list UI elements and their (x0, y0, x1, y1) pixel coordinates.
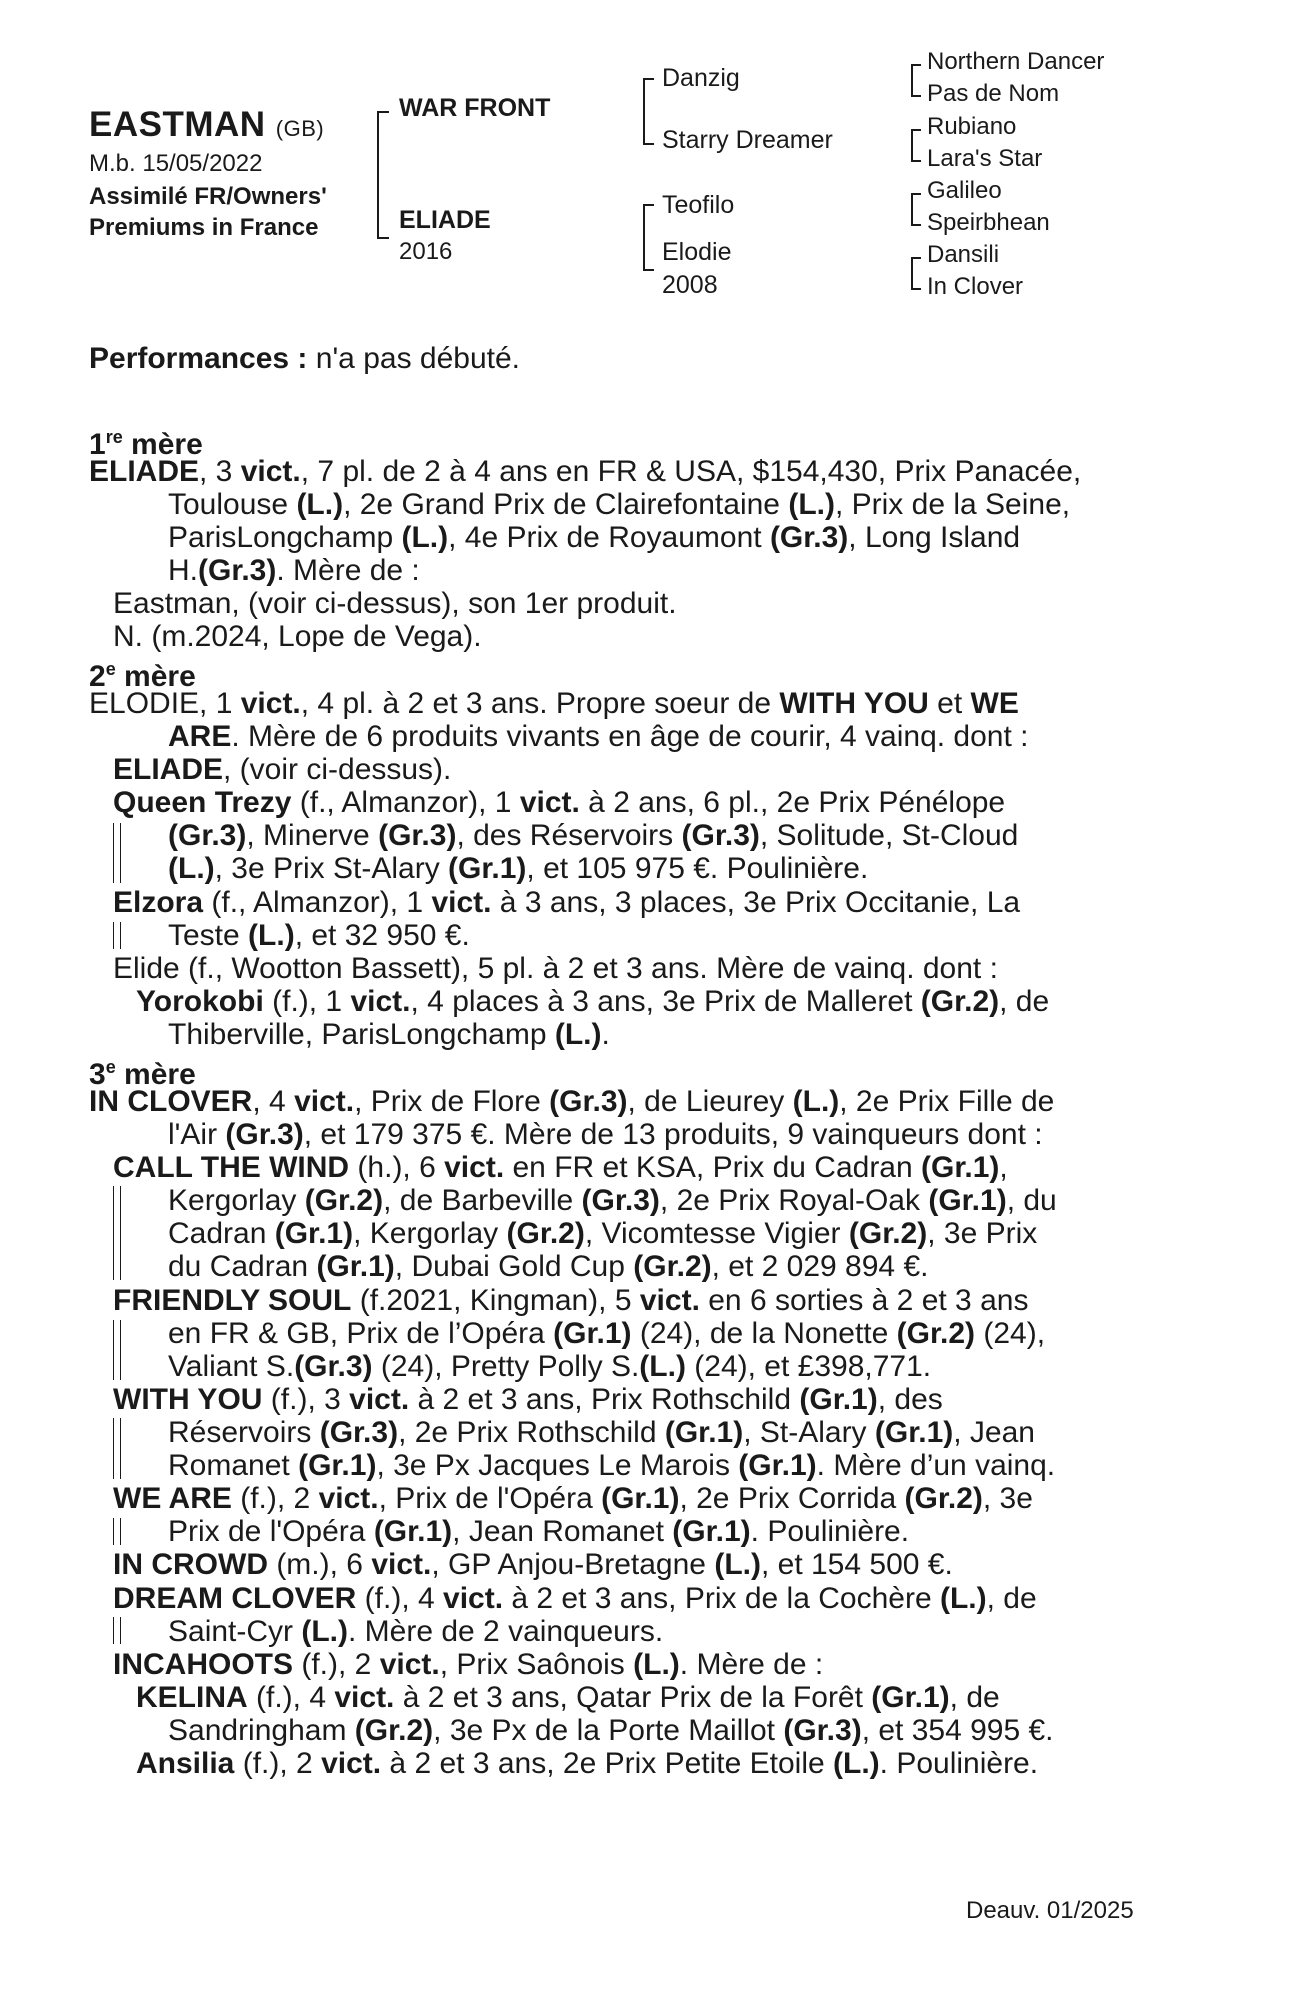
bold-text: FRIENDLY SOUL (113, 1284, 352, 1317)
first-dam-line (113, 620, 482, 653)
bold-text: (Gr.1) (921, 1151, 1000, 1184)
bold-text: (L.) (401, 521, 449, 554)
text-segment: . Poulinière. (750, 1515, 910, 1548)
text-segment: , et 2 029 894 €. (711, 1250, 929, 1283)
third-dam-line (113, 1548, 953, 1581)
scheme-line-2: Premiums in France (89, 214, 319, 241)
text-segment: Sandringham (168, 1714, 355, 1747)
third-dam-line (168, 1416, 1035, 1449)
first-dam-line (89, 455, 1081, 488)
text-segment: (24), (975, 1317, 1046, 1350)
text-segment: . Mère de 6 produits vivants en âge de courir, 4 vainq. dont : (231, 720, 1029, 753)
text-segment: , Kergorlay (353, 1217, 507, 1250)
second-dam-heading: 2e mère (89, 659, 196, 693)
pedigree-sire-sire: Danzig (662, 64, 740, 92)
text-segment: (f.), 4 (356, 1582, 444, 1615)
pedigree-bracket-dam (643, 204, 654, 271)
text-segment: , 4 places à 3 ans, 3e Prix de Malleret (410, 985, 921, 1018)
text-segment: , Jean Romanet (452, 1515, 673, 1548)
bold-text: (Gr.1) (928, 1184, 1007, 1217)
text-segment: (h.), 6 (349, 1151, 445, 1184)
text-segment: , Dubai Gold Cup (394, 1250, 634, 1283)
bold-text: vict. (294, 1085, 355, 1118)
first-dam-line (113, 587, 677, 620)
indent-marker (113, 1320, 121, 1380)
bold-text: (Gr.2) (506, 1217, 585, 1250)
bold-text: (Gr.3) (319, 1416, 399, 1449)
third-dam-line (113, 1482, 1033, 1515)
text-segment: , 4 pl. à 2 et 3 ans. Propre soeur de (300, 687, 780, 720)
third-dam-line (168, 1515, 909, 1548)
bold-text: (Gr.1) (601, 1482, 680, 1515)
text-segment: , Minerve (246, 819, 379, 852)
bold-text: Ansilia (136, 1747, 235, 1780)
third-dam-line (136, 1681, 1000, 1714)
bold-text: WITH YOU (113, 1383, 263, 1416)
second-dam-line (168, 819, 1018, 852)
pedigree-dam-dam: Elodie (662, 238, 732, 266)
third-dam-line (168, 1317, 1045, 1350)
text-segment: , (voir ci-dessus). (223, 753, 452, 786)
text-segment: , du (1006, 1184, 1057, 1217)
text-segment: . Mère de 2 vainqueurs. (348, 1615, 664, 1648)
bold-text: Queen Trezy (113, 786, 292, 819)
third-dam-line (168, 1217, 1037, 1250)
second-dam-line (113, 786, 1005, 819)
text-segment: , 3e Prix (927, 1217, 1038, 1250)
bold-text: CALL THE WIND (113, 1151, 350, 1184)
first-dam-line (168, 488, 1070, 521)
bold-text: (Gr.3) (225, 1118, 304, 1151)
text-segment: à 2 et 3 ans, Prix Rothschild (409, 1383, 800, 1416)
text-segment: Kergorlay (168, 1184, 305, 1217)
performances-text: n'a pas débuté. (307, 342, 521, 375)
bold-text: (Gr.1) (664, 1416, 744, 1449)
bold-text: (L.) (301, 1615, 348, 1648)
bold-text: KELINA (136, 1681, 248, 1714)
pedigree-g3-name: Galileo (927, 177, 1002, 204)
second-dam-line (113, 886, 1020, 919)
text-segment: , 3e (982, 1482, 1033, 1515)
bold-text: (Gr.3) (783, 1714, 862, 1747)
bold-text: (L.) (248, 919, 295, 952)
bold-text: (Gr.2) (304, 1184, 384, 1217)
text-segment: . (601, 1018, 610, 1051)
text-segment: Romanet (168, 1449, 299, 1482)
bold-text: vict. (639, 1284, 700, 1317)
second-dam-line (168, 852, 868, 885)
pedigree-bracket-g3-4 (911, 257, 921, 290)
pedigree-g3-name: Dansili (927, 241, 1000, 268)
third-dam-line (113, 1151, 1008, 1184)
third-dam-line (113, 1284, 1028, 1317)
text-segment: Valiant S. (168, 1350, 295, 1383)
horse-country: (GB) (275, 116, 325, 141)
bold-text: WE ARE (113, 1482, 232, 1515)
third-dam-line (168, 1118, 1043, 1151)
bold-text: (Gr.3) (549, 1085, 628, 1118)
text-segment: (f.), 1 (263, 985, 351, 1018)
text-segment: en FR & GB, Prix de l’Opéra (168, 1317, 554, 1350)
bold-text: (L.) (788, 488, 835, 521)
pedigree-g3-name: Speirbhean (927, 209, 1050, 236)
bold-text: (L.) (792, 1085, 840, 1118)
text-segment: . Mère de : (679, 1648, 824, 1681)
text-segment: Toulouse (168, 488, 297, 521)
text-segment: Réservoirs (168, 1416, 320, 1449)
text-segment: , Prix de la Seine, (834, 488, 1071, 521)
pedigree-bracket-gen1 (377, 111, 389, 239)
bold-text: (Gr.3) (198, 554, 277, 587)
text-segment: (f.), 2 (234, 1747, 322, 1780)
pedigree-bracket-sire (643, 78, 654, 145)
bold-text: vict. (334, 1681, 395, 1714)
text-segment: Cadran (168, 1217, 275, 1250)
text-segment: , 2e Prix Corrida (679, 1482, 905, 1515)
text-segment: , de (949, 1681, 1000, 1714)
bold-text: IN CROWD (113, 1548, 268, 1581)
text-segment: Teste (168, 919, 249, 952)
indent-marker (113, 1518, 121, 1545)
text-segment: , Prix de l'Opéra (378, 1482, 602, 1515)
text-segment: (24), Pretty Polly S. (372, 1350, 640, 1383)
first-dam-line (168, 554, 420, 587)
bold-text: (Gr.1) (316, 1250, 395, 1283)
bold-text: vict. (321, 1747, 382, 1780)
second-dam-line (168, 1018, 610, 1051)
bold-text: Elzora (113, 886, 204, 919)
bold-text: vict. (379, 1648, 440, 1681)
bold-text: ARE (168, 720, 232, 753)
second-dam-line (168, 919, 470, 952)
text-segment: et (928, 687, 971, 720)
text-segment: Saint-Cyr (168, 1615, 302, 1648)
text-segment: (m.), 6 (267, 1548, 372, 1581)
bold-text: (Gr.1) (799, 1383, 878, 1416)
text-segment: ELODIE, 1 (89, 687, 241, 720)
text-segment: N. (m.2024, Lope de Vega). (113, 620, 482, 653)
text-segment: , 3e Prix St-Alary (214, 852, 449, 885)
text-segment: , des (877, 1383, 943, 1416)
indent-marker (113, 823, 121, 883)
bold-text: vict. (349, 1383, 410, 1416)
text-segment: , Solitude, St-Cloud (759, 819, 1019, 852)
first-dam-line (168, 521, 1020, 554)
text-segment: , 2e Prix Fille de (839, 1085, 1055, 1118)
indent-marker (113, 1418, 121, 1479)
bold-text: (L.) (633, 1648, 680, 1681)
text-segment: , et 32 950 €. (294, 919, 470, 952)
bold-text: IN CLOVER (89, 1085, 253, 1118)
bold-text: vict. (318, 1482, 379, 1515)
pedigree-g3-name: Lara's Star (927, 145, 1043, 172)
bold-text: (Gr.3) (378, 819, 457, 852)
bold-text: WITH YOU (779, 687, 929, 720)
bold-text: (L.) (639, 1350, 686, 1383)
text-segment: H. (168, 554, 198, 587)
pedigree-sire-dam: Starry Dreamer (662, 126, 833, 154)
text-segment: , 3e Px Jacques Le Marois (376, 1449, 739, 1482)
text-segment: , et 179 375 €. Mère de 13 produits, 9 vainqueurs dont : (303, 1118, 1043, 1151)
text-segment: , 4 (252, 1085, 295, 1118)
pedigree-dam: ELIADE (399, 206, 491, 234)
text-segment: , Prix de Flore (354, 1085, 550, 1118)
bold-text: vict. (431, 886, 492, 919)
pedigree-dam-year: 2016 (399, 238, 453, 265)
text-segment: . Mère de : (276, 554, 420, 587)
indent-marker (113, 922, 121, 949)
text-segment: (f., Almanzor), 1 (291, 786, 520, 819)
text-segment: en 6 sorties à 2 et 3 ans (699, 1284, 1029, 1317)
bold-text: (Gr.1) (874, 1416, 954, 1449)
bold-text: (Gr.2) (633, 1250, 712, 1283)
bold-text: (L.) (833, 1747, 880, 1780)
text-segment: ParisLongchamp (168, 521, 402, 554)
bold-text: (L.) (168, 852, 215, 885)
bold-text: (Gr.3) (581, 1184, 660, 1217)
text-segment: , GP Anjou-Bretagne (431, 1548, 715, 1581)
bold-text: vict. (371, 1548, 432, 1581)
text-segment: du Cadran (168, 1250, 317, 1283)
footer-date: Deauv. 01/2025 (966, 1897, 1134, 1924)
third-dam-line (113, 1582, 1037, 1615)
first-dam-heading: 1re mère (89, 427, 203, 461)
bold-text: (Gr.2) (896, 1317, 976, 1350)
horse-name: EASTMAN (GB) (89, 105, 325, 144)
text-segment: (f.2021, Kingman), 5 (351, 1284, 640, 1317)
text-segment: , Jean (953, 1416, 1035, 1449)
text-segment: (24), et £398,771. (685, 1350, 932, 1383)
text-segment: , de (999, 985, 1050, 1018)
pedigree-dam-sire: Teofilo (662, 191, 735, 219)
bold-text: vict. (443, 1582, 504, 1615)
third-dam-line (168, 1714, 1054, 1747)
bold-text: (L.) (554, 1018, 602, 1051)
bold-text: (L.) (939, 1582, 987, 1615)
indent-marker (113, 1186, 121, 1280)
text-segment: . Mère d’un vainq. (816, 1449, 1056, 1482)
bold-text: (Gr.3) (769, 521, 849, 554)
text-segment: (24), de la Nonette (631, 1317, 897, 1350)
second-dam-line (136, 985, 1049, 1018)
third-dam-line (168, 1449, 1055, 1482)
text-segment: , de Lieurey (627, 1085, 793, 1118)
text-segment: , 2e Grand Prix de Clairefontaine (343, 488, 789, 521)
pedigree-g3-name: In Clover (927, 273, 1024, 300)
third-dam-line (113, 1383, 943, 1416)
bold-text: (Gr.1) (274, 1217, 354, 1250)
text-segment: Eastman, (voir ci-dessus), son 1er produit. (113, 587, 677, 620)
bold-text: (Gr.1) (672, 1515, 751, 1548)
third-dam-line (89, 1085, 1054, 1118)
horse-details: M.b. 15/05/2022 (89, 150, 263, 177)
bold-text: (Gr.1) (448, 852, 527, 885)
bold-text: (Gr.2) (848, 1217, 928, 1250)
text-segment: , de Barbeville (383, 1184, 582, 1217)
bold-text: vict. (444, 1151, 505, 1184)
bold-text: (Gr.3) (681, 819, 760, 852)
bold-text: ELIADE (89, 455, 200, 488)
text-segment: en FR et KSA, Prix du Cadran (504, 1151, 922, 1184)
bold-text: (Gr.3) (294, 1350, 373, 1383)
bold-text: (Gr.2) (920, 985, 1000, 1018)
bold-text: ELIADE (113, 753, 224, 786)
second-dam-line (89, 687, 1019, 720)
text-segment: (f., Almanzor), 1 (203, 886, 432, 919)
third-dam-line (168, 1184, 1057, 1217)
bold-text: INCAHOOTS (113, 1648, 293, 1681)
scheme-line-1: Assimilé FR/Owners' (89, 183, 327, 210)
text-segment: , et 105 975 €. Poulinière. (526, 852, 869, 885)
bold-text: vict. (240, 455, 301, 488)
text-segment: , et 354 995 €. (861, 1714, 1054, 1747)
second-dam-line (168, 720, 1028, 753)
text-segment: , Vicomtesse Vigier (584, 1217, 849, 1250)
text-segment: Elide (f., Wootton Bassett), 5 pl. à 2 et 3 ans. Mère de vainq. dont : (113, 952, 998, 985)
bold-text: (Gr.3) (168, 819, 247, 852)
bold-text: (Gr.1) (298, 1449, 377, 1482)
bold-text: (Gr.1) (373, 1515, 453, 1548)
text-segment: Prix de l'Opéra (168, 1515, 374, 1548)
performances-label: Performances : (89, 342, 308, 375)
text-segment: , 2e Prix Rothschild (398, 1416, 665, 1449)
bold-text: DREAM CLOVER (113, 1582, 357, 1615)
pedigree-sire: WAR FRONT (399, 94, 551, 122)
text-segment: à 2 et 3 ans, Qatar Prix de la Forêt (394, 1681, 872, 1714)
third-dam-heading: 3e mère (89, 1057, 196, 1091)
text-segment: , 4e Prix de Royaumont (448, 521, 770, 554)
pedigree-bracket-g3-1 (911, 64, 921, 97)
third-dam-line (168, 1615, 663, 1648)
bold-text: vict. (350, 985, 411, 1018)
text-segment: , Long Island (848, 521, 1021, 554)
pedigree-g3-name: Northern Dancer (927, 48, 1105, 75)
third-dam-line (113, 1648, 823, 1681)
bold-text: (Gr.2) (354, 1714, 434, 1747)
bold-text: (Gr.1) (871, 1681, 950, 1714)
text-segment: , (999, 1151, 1008, 1184)
bold-text: WE (970, 687, 1019, 720)
text-segment: , 7 pl. de 2 à 4 ans en FR & USA, $154,430, Prix Panacée, (300, 455, 1082, 488)
text-segment: à 3 ans, 3 places, 3e Prix Occitanie, La (491, 886, 1021, 919)
text-segment: , et 154 500 €. (760, 1548, 953, 1581)
text-segment: l'Air (168, 1118, 226, 1151)
text-segment: à 2 et 3 ans, 2e Prix Petite Etoile (381, 1747, 834, 1780)
bold-text: (L.) (296, 488, 344, 521)
text-segment: , 3e Px de la Porte Maillot (433, 1714, 784, 1747)
text-segment: , St-Alary (743, 1416, 875, 1449)
bold-text: (Gr.2) (904, 1482, 983, 1515)
bold-text: (L.) (714, 1548, 761, 1581)
third-dam-line (168, 1250, 928, 1283)
second-dam-line (113, 753, 451, 786)
third-dam-line (168, 1350, 931, 1383)
bold-text: (Gr.1) (553, 1317, 632, 1350)
pedigree-dam-dam-year: 2008 (662, 271, 718, 299)
pedigree-g3-name: Pas de Nom (927, 80, 1060, 107)
pedigree-bracket-g3-3 (911, 193, 921, 226)
text-segment: (f.), 3 (262, 1383, 350, 1416)
third-dam-line (136, 1747, 1038, 1780)
bold-text: (Gr.1) (738, 1449, 817, 1482)
text-segment: (f.), 4 (247, 1681, 335, 1714)
text-segment: , des Réservoirs (456, 819, 682, 852)
bold-text: vict. (519, 786, 580, 819)
second-dam-line (113, 952, 998, 985)
bold-text: vict. (240, 687, 301, 720)
text-segment: à 2 et 3 ans, Prix de la Cochère (503, 1582, 940, 1615)
pedigree-g3-name: Rubiano (927, 113, 1017, 140)
text-segment: (f.), 2 (231, 1482, 319, 1515)
text-segment: à 2 ans, 6 pl., 2e Prix Pénélope (579, 786, 1006, 819)
text-segment: , 2e Prix Royal-Oak (659, 1184, 929, 1217)
text-segment: , 3 (199, 455, 241, 488)
indent-marker (113, 1617, 121, 1644)
text-segment: Thiberville, ParisLongchamp (168, 1018, 555, 1051)
text-segment: (f.), 2 (293, 1648, 380, 1681)
performances-line (89, 342, 520, 375)
text-segment: , de (986, 1582, 1037, 1615)
bold-text: Yorokobi (136, 985, 264, 1018)
text-segment: , Prix Saônois (439, 1648, 634, 1681)
text-segment: . Poulinière. (879, 1747, 1039, 1780)
pedigree-bracket-g3-2 (911, 129, 921, 162)
